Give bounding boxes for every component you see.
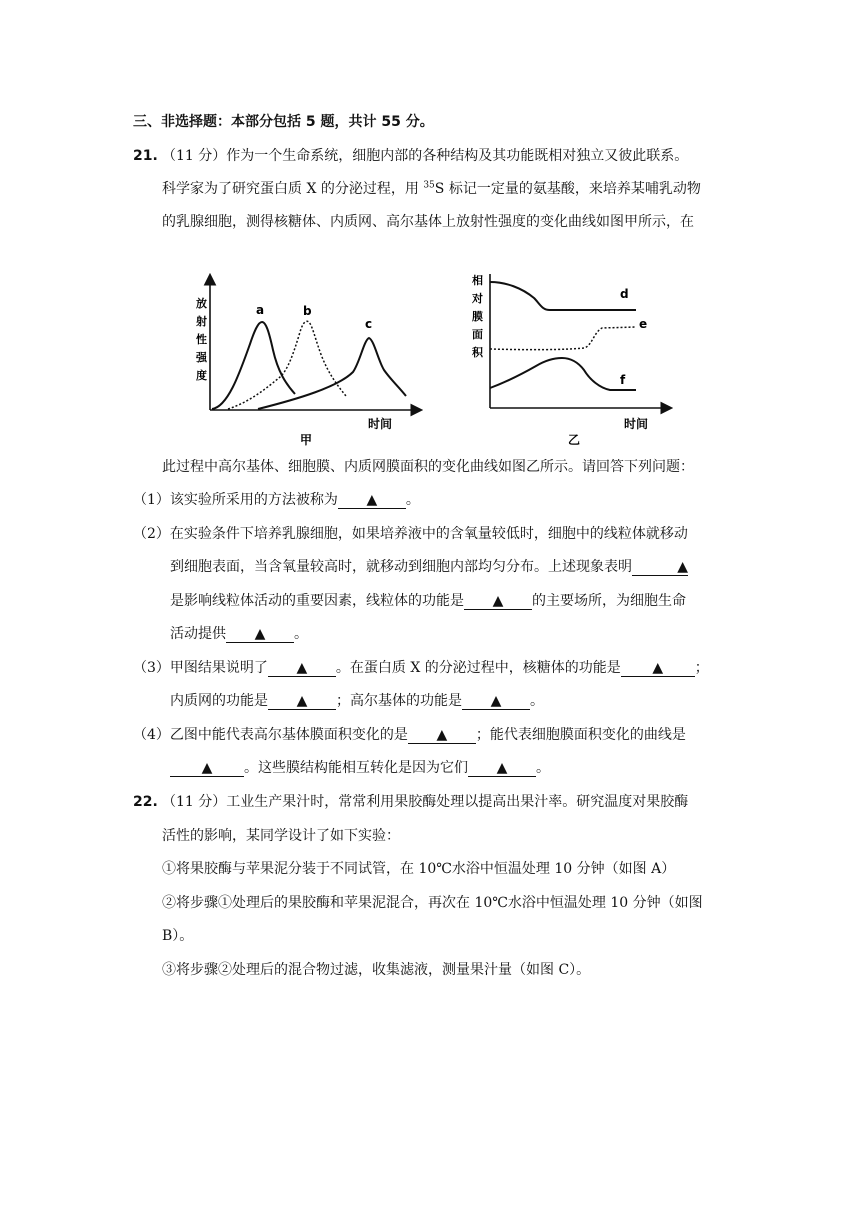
answer-blank[interactable]: ▲ [464, 593, 532, 610]
figure-jia-y-label-char: 放 [196, 297, 207, 310]
answer-blank[interactable]: ▲ [468, 760, 536, 777]
q22-step-3: ③将步骤②处理后的混合物过滤，收集滤液，测量果汁量（如图 C）。 [162, 962, 591, 978]
q21-part-4-end: 。 [536, 760, 550, 776]
answer-blank[interactable]: ▲ [268, 660, 336, 677]
q21-part-4-text: ；能代表细胞膜面积变化的曲线是 [475, 727, 686, 743]
figure-yi-y-label-char: 对 [472, 292, 483, 305]
figure-yi-y-label-char: 积 [472, 346, 483, 359]
figure-jia-y-label-char: 强 [196, 351, 207, 364]
figure-jia-caption: 甲 [300, 433, 313, 447]
q22-intro-line-1: （11 分）工业生产果汁时，常常利用果胶酶处理以提高出果汁率。研究温度对果胶酶 [162, 794, 689, 810]
figure-yi-chart [466, 262, 680, 452]
q21-part-3-text: ； [694, 660, 709, 676]
q21-part-2-text: 到细胞表面，当含氧量较高时，就移动到细胞内部均匀分布。上述现象表明 [170, 559, 632, 575]
q21-part-3-text: （3）甲图结果说明了 [133, 660, 268, 676]
q21-part-2-line-1: （2）在实验条件下培养乳腺细胞，如果培养液中的含氧量较低时，细胞中的线粒体就移动 [133, 526, 688, 542]
answer-blank[interactable]: ▲ [632, 559, 688, 576]
figure-jia-y-label-char: 度 [196, 369, 207, 382]
q21-part-4-text: （4）乙图中能代表高尔基体膜面积变化的是 [133, 727, 408, 743]
answer-blank[interactable]: ▲ [462, 693, 530, 710]
q21-part-2-text: 活动提供 [170, 626, 226, 642]
figure-jia-x-label: 时间 [368, 417, 393, 431]
q21-part-2-line-3 [170, 591, 686, 611]
q21-part-1-text: （1）该实验所采用的方法被称为 [133, 492, 338, 508]
figure-jia-chart [188, 262, 428, 452]
figure-yi-curve-label-e: e [639, 317, 648, 331]
q21-part-4-line-2 [170, 758, 550, 778]
figure-yi-curve-label-f: f [620, 373, 626, 387]
q21-part-2-line-4 [170, 624, 308, 644]
answer-blank[interactable]: ▲ [621, 660, 695, 677]
q21-part-2-text: 是影响线粒体活动的重要因素，线粒体的功能是 [170, 593, 464, 609]
q21-part-3-text: 内质网的功能是 [170, 693, 268, 709]
q21-part-1-end: 。 [405, 492, 420, 508]
q21-intro-2a: 科学家为了研究蛋白质 X 的分泌过程，用 [162, 181, 424, 197]
q21-part-3-text: ；高尔基体的功能是 [336, 693, 462, 709]
figure-yi-caption: 乙 [568, 433, 581, 447]
q21-intro-line-1: （11 分）作为一个生命系统，细胞内部的各种结构及其功能既相对独立又彼此联系。 [162, 148, 689, 164]
answer-blank[interactable]: ▲ [268, 693, 336, 710]
q22-intro-line-2: 活性的影响，某同学设计了如下实验： [162, 828, 400, 844]
q21-part-1 [133, 490, 420, 510]
question-number-21: 21. [133, 148, 158, 164]
answer-blank[interactable]: ▲ [170, 760, 244, 777]
figure-jia-curve-label-b: b [303, 304, 312, 318]
figure-yi-x-label: 时间 [624, 417, 649, 431]
q21-part-2-text: 的主要场所，为细胞生命 [532, 593, 686, 609]
q21-part-3-line-2 [170, 691, 544, 711]
q21-part-2-line-2 [170, 557, 688, 577]
figure-jia-y-label-char: 性 [196, 333, 207, 346]
q21-part-3-end: 。 [530, 693, 544, 709]
q21-part-3-text: 。在蛋白质 X 的分泌过程中，核糖体的功能是 [335, 660, 621, 676]
q22-step-2-line-2: B）。 [162, 928, 194, 944]
figure-yi-curve-e [490, 327, 636, 350]
figure-yi-y-label-char: 膜 [472, 310, 483, 323]
figure-jia-y-label-char: 射 [196, 315, 207, 328]
figure-yi-curve-f [490, 358, 636, 390]
q22-step-1: ①将果胶酶与苹果泥分装于不同试管，在 10℃水浴中恒温处理 10 分钟（如图 A） [162, 861, 676, 877]
figure-jia-curve-label-c: c [365, 317, 373, 331]
figure-yi-curve-label-d: d [620, 287, 629, 301]
q21-intro-line-3: 的乳腺细胞，测得核糖体、内质网、高尔基体上放射性强度的变化曲线如图甲所示，在 [162, 214, 694, 230]
figure-jia-curve-label-a: a [256, 303, 265, 317]
q21-intro-line-4: 此过程中高尔基体、细胞膜、内质网膜面积的变化曲线如图乙所示。请回答下列问题： [162, 459, 694, 475]
answer-blank[interactable]: ▲ [338, 492, 406, 509]
q21-part-3-line-1 [133, 658, 709, 678]
q21-part-2-end: 。 [294, 626, 308, 642]
answer-blank[interactable]: ▲ [408, 727, 476, 744]
isotope-superscript: 35 [423, 180, 435, 191]
figure-yi-curve-d [490, 282, 636, 310]
figure-jia-curve-b [228, 321, 346, 409]
q22-step-2-line-1: ②将步骤①处理后的果胶酶和苹果泥混合，再次在 10℃水浴中恒温处理 10 分钟（如图 [162, 895, 703, 911]
figure-yi-y-label-char: 面 [472, 328, 483, 341]
q21-part-4-line-1 [133, 725, 686, 745]
q21-part-4-text: 。这些膜结构能相互转化是因为它们 [244, 760, 468, 776]
q21-intro-line-2 [162, 179, 701, 199]
q21-intro-2b: S 标记一定量的氨基酸，来培养某哺乳动物 [434, 181, 701, 197]
figure-yi-y-label-char: 相 [472, 274, 483, 287]
answer-blank[interactable]: ▲ [226, 626, 294, 643]
question-number-22: 22. [133, 794, 158, 810]
section-heading: 三、非选择题：本部分包括 5 题，共计 55 分。 [133, 114, 434, 130]
figure-jia-curve-a [212, 322, 295, 409]
